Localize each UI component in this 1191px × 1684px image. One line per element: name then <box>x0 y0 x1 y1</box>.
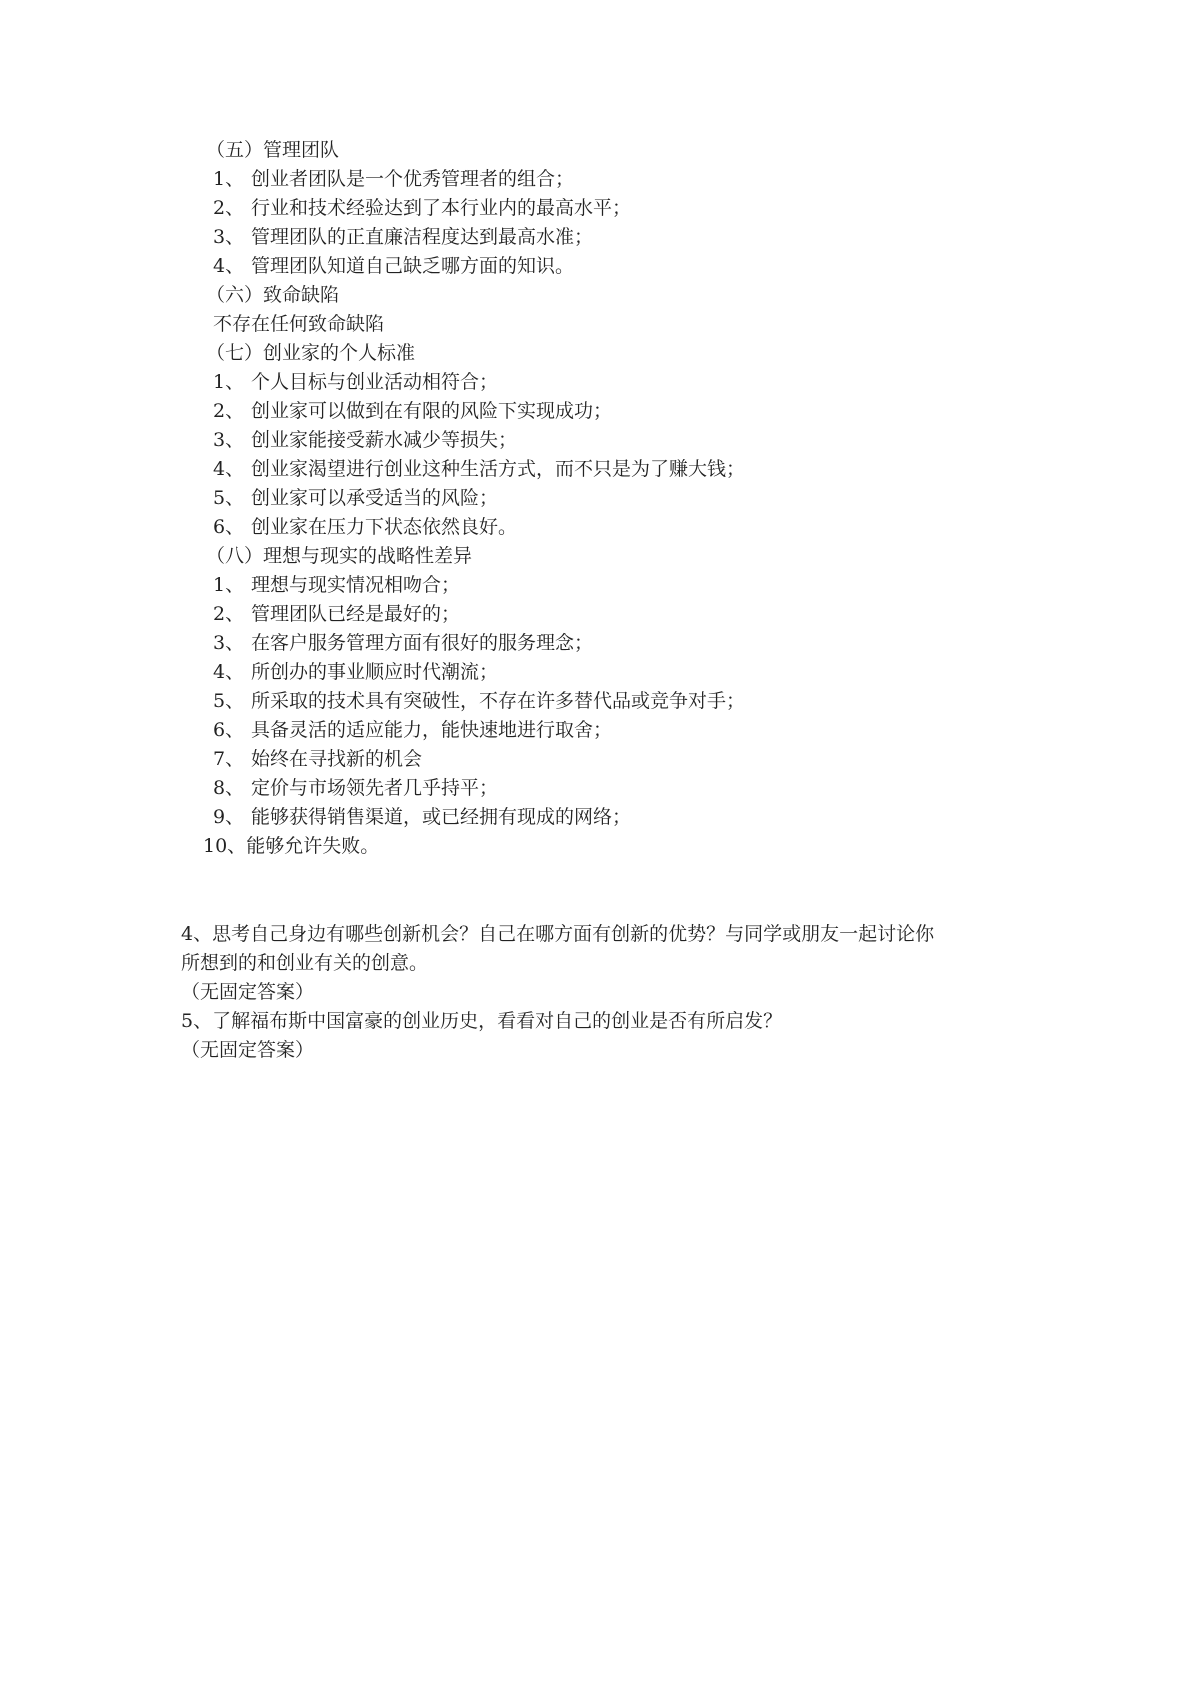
item-number: 4、 <box>213 255 245 277</box>
question-4-answer: （无固定答案） <box>181 981 315 1003</box>
list-item <box>213 803 631 831</box>
item-number: 9、 <box>213 806 245 828</box>
item-text: 个人目标与创业活动相符合； <box>251 371 499 393</box>
item-number: 6、 <box>213 719 245 741</box>
item-number: 3、 <box>213 429 245 451</box>
item-number: 7、 <box>213 748 245 770</box>
item-text: 能够允许失败。 <box>246 835 380 857</box>
list-item <box>213 571 460 599</box>
item-number: 5、 <box>213 487 245 509</box>
item-text: 行业和技术经验达到了本行业内的最高水平； <box>251 197 632 219</box>
item-text: 创业家能接受薪水减少等损失； <box>251 429 518 451</box>
section-heading-fatal-flaw: （六）致命缺陷 <box>206 284 340 306</box>
item-text: 能够获得销售渠道，或已经拥有现成的网络； <box>251 806 632 828</box>
item-number: 2、 <box>213 400 245 422</box>
list-item <box>213 368 498 396</box>
item-text: 创业家渴望进行创业这种生活方式，而不只是为了赚大钱； <box>251 458 746 480</box>
item-number: 8、 <box>213 777 245 799</box>
section-heading-management-team: （五）管理团队 <box>206 139 340 161</box>
item-text: 管理团队已经是最好的； <box>251 603 461 625</box>
question-4-line-2: 所想到的和创业有关的创意。 <box>181 952 429 974</box>
list-item <box>213 687 745 715</box>
list-item <box>213 484 498 512</box>
item-number: 1、 <box>213 168 245 190</box>
item-text: 所创办的事业顺应时代潮流； <box>251 661 499 683</box>
item-text: 定价与市场领先者几乎持平； <box>251 777 499 799</box>
item-number: 1、 <box>213 574 245 596</box>
item-text: 所采取的技术具有突破性，不存在许多替代品或竞争对手； <box>251 690 746 712</box>
item-text: 创业家在压力下状态依然良好。 <box>251 516 518 538</box>
item-number: 1、 <box>213 371 245 393</box>
item-text: 管理团队的正直廉洁程度达到最高水准； <box>251 226 594 248</box>
question-5-answer: （无固定答案） <box>181 1039 315 1061</box>
item-number: 2、 <box>213 197 245 219</box>
item-text: 理想与现实情况相吻合； <box>251 574 461 596</box>
list-item <box>203 832 379 860</box>
section-heading-personal-standards: （七）创业家的个人标准 <box>206 342 416 364</box>
item-number: 5、 <box>213 690 245 712</box>
item-text: 创业家可以承受适当的风险； <box>251 487 499 509</box>
list-item <box>213 165 574 193</box>
list-item <box>213 426 517 454</box>
list-item <box>213 455 745 483</box>
list-item <box>213 252 574 280</box>
list-item <box>213 774 498 802</box>
section-body-text: 不存在任何致命缺陷 <box>213 313 385 335</box>
item-number: 4、 <box>213 458 245 480</box>
item-number: 3、 <box>213 226 245 248</box>
list-item <box>213 513 517 541</box>
item-text: 具备灵活的适应能力，能快速地进行取舍； <box>251 719 613 741</box>
item-text: 管理团队知道自己缺乏哪方面的知识。 <box>251 255 575 277</box>
item-number: 4、 <box>213 661 245 683</box>
item-number: 6、 <box>213 516 245 538</box>
item-text: 创业家可以做到在有限的风险下实现成功； <box>251 400 613 422</box>
item-text: 始终在寻找新的机会 <box>251 748 423 770</box>
list-item <box>213 600 460 628</box>
item-number: 2、 <box>213 603 245 625</box>
item-text: 创业者团队是一个优秀管理者的组合； <box>251 168 575 190</box>
list-item <box>213 716 612 744</box>
list-item <box>213 223 593 251</box>
list-item <box>213 658 498 686</box>
list-item <box>213 745 422 773</box>
list-item <box>213 194 631 222</box>
item-number: 10、 <box>203 835 247 857</box>
question-4-line-1: 4、思考自己身边有哪些创新机会？自己在哪方面有创新的优势？与同学或朋友一起讨论你 <box>181 923 935 945</box>
section-heading-strategic-gap: （八）理想与现实的战略性差异 <box>206 545 473 567</box>
item-number: 3、 <box>213 632 245 654</box>
question-5-line-1: 5、了解福布斯中国富豪的创业历史，看看对自己的创业是否有所启发？ <box>181 1010 783 1032</box>
item-text: 在客户服务管理方面有很好的服务理念； <box>251 632 594 654</box>
list-item <box>213 629 593 657</box>
list-item <box>213 397 612 425</box>
